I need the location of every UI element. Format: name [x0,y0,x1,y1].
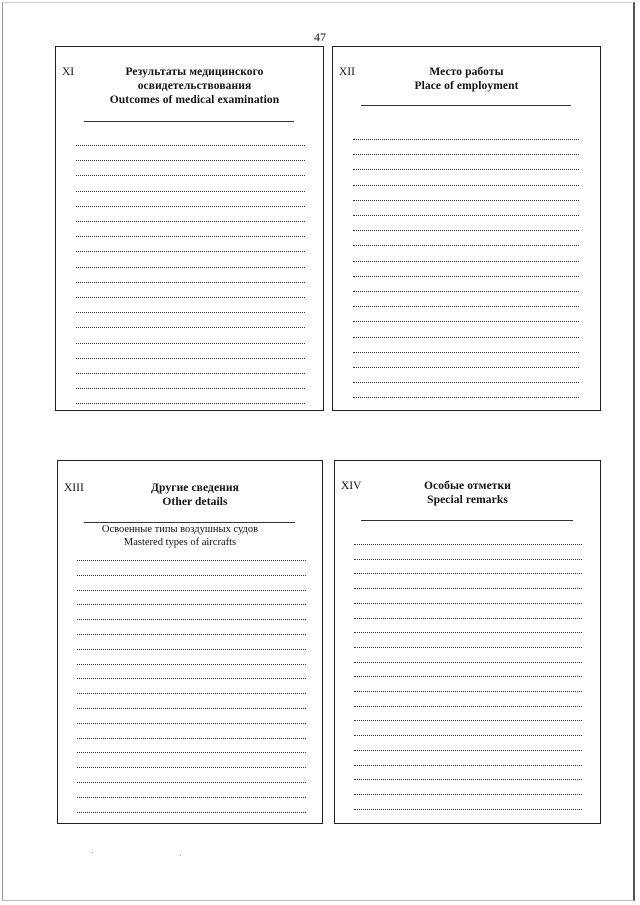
section-subtitle [68,524,292,549]
entry-line[interactable] [77,693,306,694]
entry-line[interactable] [353,367,579,368]
entry-line[interactable] [354,573,582,574]
entry-line[interactable] [76,236,305,237]
entry-line[interactable] [76,327,305,328]
entry-line[interactable] [354,603,582,604]
entry-line[interactable] [77,604,306,605]
entry-line[interactable] [354,794,582,795]
entry-line[interactable] [354,662,582,663]
entry-line[interactable] [354,720,582,721]
entry-line[interactable] [76,373,305,374]
entry-line[interactable] [76,388,305,389]
entry-line[interactable] [353,230,579,231]
entry-line[interactable] [76,251,305,252]
subtitle-line: Mastered types of aircrafts [123,536,237,548]
entry-line[interactable] [77,678,306,679]
entry-line[interactable] [77,752,306,753]
subtitle-line: Освоенные типы воздушных судов [101,524,259,535]
entry-line[interactable] [353,154,579,155]
entry-line[interactable] [77,634,306,635]
title-underline [84,121,294,122]
entry-line[interactable] [77,738,306,739]
title-line: Место работы [429,66,504,78]
scan-speck [180,855,181,856]
entry-line[interactable] [77,560,306,561]
entry-line[interactable] [76,282,305,283]
entry-line[interactable] [76,221,305,222]
entry-line[interactable] [353,215,579,216]
section-title [86,65,303,107]
entry-line[interactable] [76,403,305,404]
entry-line[interactable] [354,809,582,810]
title-line: Place of employment [414,80,519,92]
entry-line[interactable] [353,139,579,140]
title-line: Особые отметки [424,480,511,492]
section-special-remarks [334,460,601,824]
title-line: Other details [162,496,228,508]
entry-line[interactable] [354,765,582,766]
entry-line[interactable] [353,169,579,170]
entry-line[interactable] [353,382,579,383]
entry-line[interactable] [354,559,582,560]
entry-line[interactable] [353,185,579,186]
entry-line[interactable] [354,676,582,677]
entry-line[interactable] [353,291,579,292]
entry-line[interactable] [353,276,579,277]
entry-line[interactable] [77,664,306,665]
entry-line[interactable] [354,618,582,619]
title-underline [361,105,571,106]
section-title [333,65,600,93]
entry-line[interactable] [77,649,306,650]
section-title [88,481,302,509]
section-numeral: XIII [64,482,84,494]
entry-line[interactable] [76,312,305,313]
entry-line[interactable] [77,767,306,768]
entry-line[interactable] [354,706,582,707]
entry-line[interactable] [77,723,306,724]
entry-line[interactable] [353,352,579,353]
scan-speck [92,852,93,853]
section-other-details [57,460,323,824]
entry-line[interactable] [354,691,582,692]
section-numeral: XII [339,66,355,78]
entry-line[interactable] [354,544,582,545]
entry-line[interactable] [77,708,306,709]
entry-line[interactable] [77,590,306,591]
title-line: Результаты медицинского [125,66,264,78]
entry-line[interactable] [353,245,579,246]
title-underline [84,522,295,523]
entry-line[interactable] [76,160,305,161]
title-line: Другие сведения [151,482,239,494]
section-title [335,479,600,507]
entry-line[interactable] [354,588,582,589]
entry-line[interactable] [353,200,579,201]
entry-line[interactable] [77,812,306,813]
entry-line[interactable] [353,261,579,262]
entry-line[interactable] [353,321,579,322]
entry-line[interactable] [354,750,582,751]
entry-line[interactable] [76,267,305,268]
title-line: освидетельствования [137,80,252,92]
entry-line[interactable] [76,343,305,344]
page-number: 47 [314,30,326,44]
title-underline [361,520,573,521]
title-line: Outcomes of medical examination [109,94,280,106]
section-place-of-employment [332,46,601,411]
section-outcomes-medical-examination [55,46,324,411]
entry-line[interactable] [354,779,582,780]
section-numeral: XI [62,66,75,78]
entry-line[interactable] [353,397,579,398]
section-numeral: XIV [341,480,362,492]
entry-line[interactable] [76,358,305,359]
entry-line[interactable] [353,337,579,338]
entry-line[interactable] [354,735,582,736]
entry-line[interactable] [77,797,306,798]
title-line: Special remarks [427,494,508,506]
entry-line[interactable] [77,619,306,620]
entry-line[interactable] [76,145,305,146]
entry-line[interactable] [76,206,305,207]
entry-line[interactable] [353,306,579,307]
entry-line[interactable] [77,782,306,783]
entry-line[interactable] [76,175,305,176]
entry-line[interactable] [76,297,305,298]
entry-line[interactable] [76,191,305,192]
entry-line[interactable] [354,632,582,633]
entry-line[interactable] [354,647,582,648]
entry-line[interactable] [77,575,306,576]
